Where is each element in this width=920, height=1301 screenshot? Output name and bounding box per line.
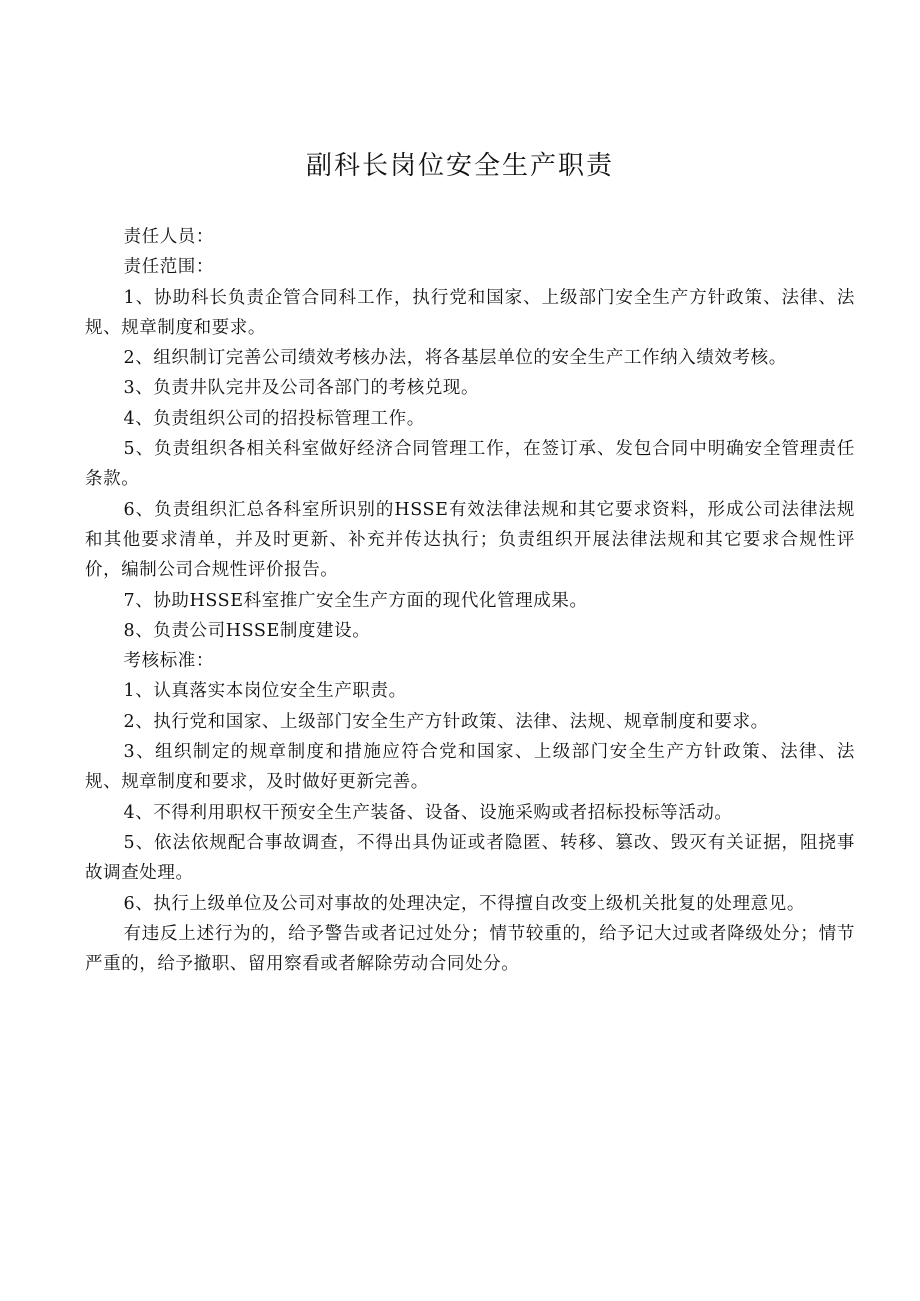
- paragraph-scope-item-3: 3、负责井队完井及公司各部门的考核兑现。: [123, 378, 480, 399]
- paragraph-standard-item-4: 4、不得利用职权干预安全生产装备、设备、设施采购或者招标投标等活动。: [123, 802, 733, 823]
- paragraph-responsible-person: 责任人员：: [123, 227, 214, 247]
- paragraph-scope-item-8: 8、负责公司HSSE制度建设。: [123, 620, 371, 641]
- paragraph-standard-item-1: 1、认真落实本岗位安全生产职责。: [123, 681, 407, 702]
- paragraph-scope-item-1: 1、协助科长负责企管合同科工作，执行党和国家、上级部门安全生产方针政策、法律、法规、规章制度和要求。: [85, 287, 855, 338]
- document-title: 副科长岗位安全生产职责: [305, 151, 614, 181]
- paragraph-scope-item-5: 5、负责组织各相关科室做好经济合同管理工作，在签订承、发包合同中明确安全管理责任条款。: [85, 439, 855, 490]
- paragraph-responsibility-scope: 责任范围：: [123, 257, 214, 278]
- document-body: [85, 222, 855, 979]
- paragraph-scope-item-4: 4、负责组织公司的招投标管理工作。: [123, 408, 425, 429]
- paragraph-scope-item-7: 7、协助HSSE科室推广安全生产方面的现代化管理成果。: [123, 590, 588, 611]
- paragraph-standard-item-2: 2、执行党和国家、上级部门安全生产方针政策、法律、法规、规章制度和要求。: [123, 711, 769, 732]
- paragraph-scope-item-6: 6、负责组织汇总各科室所识别的HSSE有效法律法规和其它要求资料，形成公司法律法规和其他要求清单，并及时更新、补充并传达执行；负责组织开展法律法规和其它要求合规性评价，编制公司合规性评价报告。: [85, 499, 855, 581]
- paragraph-standard-item-5: 5、依法依规配合事故调查，不得出具伪证或者隐匿、转移、篡改、毁灭有关证据，阻挠事故调查处理。: [85, 832, 855, 884]
- paragraph-standard-item-6: 6、执行上级单位及公司对事故的处理决定，不得擅自改变上级机关批复的处理意见。: [123, 893, 805, 914]
- paragraph-standard-item-3: 3、组织制定的规章制度和措施应符合党和国家、上级部门安全生产方针政策、法律、法规、规章制度和要求，及时做好更新完善。: [85, 742, 855, 793]
- paragraph-penalty-clause: 有违反上述行为的，给予警告或者记过处分；情节较重的，给予记大过或者降级处分；情节严重的，给予撤职、留用察看或者解除劳动合同处分。: [85, 923, 855, 975]
- paragraph-assessment-standard: 考核标准：: [123, 651, 214, 672]
- paragraph-scope-item-2: 2、组织制订完善公司绩效考核办法，将各基层单位的安全生产工作纳入绩效考核。: [123, 348, 787, 369]
